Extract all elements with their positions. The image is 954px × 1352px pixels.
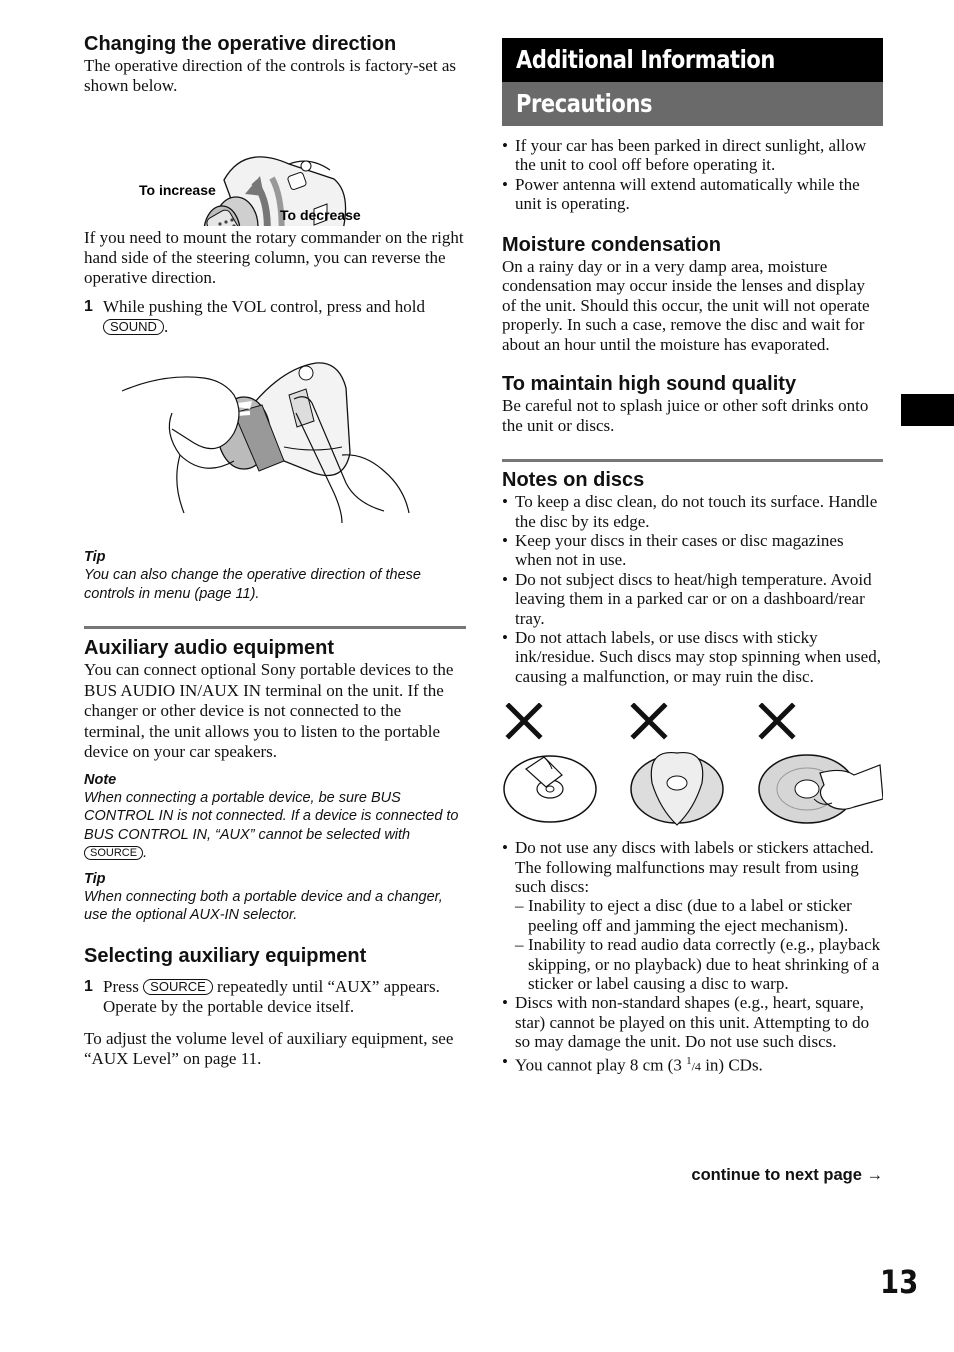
sound-quality-heading: To maintain high sound quality [502,373,797,396]
cd-text-pre: You cannot play 8 cm (3 [515,1055,687,1075]
page-number: 13 [880,1263,919,1301]
section-banner-title: Additional Information [516,45,775,74]
step-text: While pushing the VOL control, press and hold [103,297,426,316]
list-item: • Discs with non-standard shapes (e.g., heart, square, star) cannot be played on this unit. Attempting to do so may damage the unit. Do not use such discs. [502,993,883,1051]
auxiliary-audio-paragraph: You can connect optional Sony portable devices to the BUS AUDIO IN/AUX IN terminal on the unit. If the changer or other device is not connected to the terminal, the unit allows you to listen to the portable device on your car speakers. [84,660,454,761]
sound-quality-paragraph: Be careful not to splash juice or other soft drinks onto the unit or discs. [502,396,869,435]
labels-item-sub: The following malfunctions may result from using such discs: [515,857,859,896]
aux-tip-label: Tip [84,870,106,887]
aux-note-end: . [143,845,148,861]
sticky-residue-disc-icon [759,755,883,823]
operative-direction-heading: Changing the operative direction [84,33,397,55]
moisture-paragraph: On a rainy day or in a very damp area, moisture condensation may occur inside the lenses and display of the unit. Should this occur, the unit will not operate properly. In such a case, remove the disc and wait for about an hour until the moisture has evaporated. [502,256,870,354]
operative-tip-label: Tip [84,549,106,565]
step-select-aux [84,977,466,1017]
list-item: • Do not attach labels, or use discs with sticky ink/residue. Such discs may stop spinning when used, causing a malfunction, or may ruin the disc. [502,628,883,686]
disc-label-list [502,838,883,1077]
hand-pressing-sound-figure [84,343,466,523]
cd-fraction-num: 1 [686,1054,692,1067]
aux-note-text [84,789,466,863]
reverse-direction-paragraph: If you need to mount the rotary commander on the right hand side of the steering column, you can reverse the operative direction. [84,228,464,287]
step-text-line2: Operate by the portable device itself. [103,996,355,1016]
operative-direction-intro: The operative direction of the controls is factory-set as shown below. [84,56,456,95]
cd-fraction-den: /4 [691,1059,701,1074]
auxiliary-audio-heading: Auxiliary audio equipment [84,637,335,659]
step-press-hold [84,297,466,337]
labels-item-text: Do not use any discs with labels or stickers attached. [515,838,874,858]
list-item: – Inability to read audio data correctly (e.g., playback skipping, or no playback) due to heat shrinking of a sticker or label causing a disc to warp. [515,935,883,993]
x-mark-icon [634,706,664,736]
aux-note-label: Note [84,771,117,788]
x-mark-icon [509,706,539,736]
step-number: 1 [84,298,93,315]
disc-notes-list [502,492,883,686]
list-item: • Keep your discs in their cases or disc magazines when not in use. [502,531,883,570]
step-number: 1 [84,977,93,995]
step-text-pre: Press [103,976,139,996]
malfunction-list [515,896,883,993]
precautions-list [502,136,883,214]
continue-next-page: continue to next page → [691,1166,883,1184]
aux-volume-paragraph: To adjust the volume level of auxiliary equipment, see “AUX Level” on page 11. [84,1028,454,1068]
left-column [84,32,466,1069]
to-decrease-label: To decrease [280,207,361,223]
step-text-post: repeatedly until “AUX” appears. [217,976,440,996]
selecting-auxiliary-heading: Selecting auxiliary equipment [84,944,367,967]
section-rule [84,626,466,629]
list-item [502,838,883,993]
moisture-heading: Moisture condensation [502,233,721,256]
section-tab-marker [901,394,954,426]
list-item [502,1052,883,1077]
source-key: SOURCE [143,979,213,995]
list-item: • Do not subject discs to heat/high temperature. Avoid leaving them in a parked car or on a dashboard/rear tray. [502,570,883,628]
rotary-commander-direction-figure [84,96,466,226]
section-banner [502,38,883,82]
step-end: . [163,317,169,336]
section-rule [502,459,883,462]
heart-shaped-disc-icon [631,753,723,825]
operative-tip-text: You can also change the operative direction of these controls in menu (page 11). [84,567,421,602]
subsection-banner [502,82,883,126]
subsection-banner-title: Precautions [516,89,653,118]
sound-key: SOUND [103,319,164,335]
list-item: • If your car has been parked in direct sunlight, allow the unit to cool off before operating it. [502,136,883,175]
source-key-note: SOURCE [84,846,143,860]
aux-note-body: When connecting a portable device, be sure BUS CONTROL IN is not connected. If a device is connected to BUS CONTROL IN, “AUX” cannot be selected with [84,789,459,843]
list-item: • To keep a disc clean, do not touch its surface. Handle the disc by its edge. [502,492,883,531]
x-mark-icon [762,706,792,736]
to-increase-label: To increase [139,182,216,198]
right-column [502,38,883,1077]
disc-with-label-icon [504,756,596,822]
cd-text-post: in) CDs. [700,1055,763,1075]
list-item: • Power antenna will extend automatically while the unit is operating. [502,175,883,214]
aux-tip-text: When connecting both a portable device and a changer, use the optional AUX-IN selector. [84,888,443,923]
list-item: – Inability to eject a disc (due to a label or sticker peeling off and jamming the eject mechanism). [515,896,883,935]
notes-on-discs-heading: Notes on discs [502,469,645,492]
disc-warnings-figure [502,703,883,829]
